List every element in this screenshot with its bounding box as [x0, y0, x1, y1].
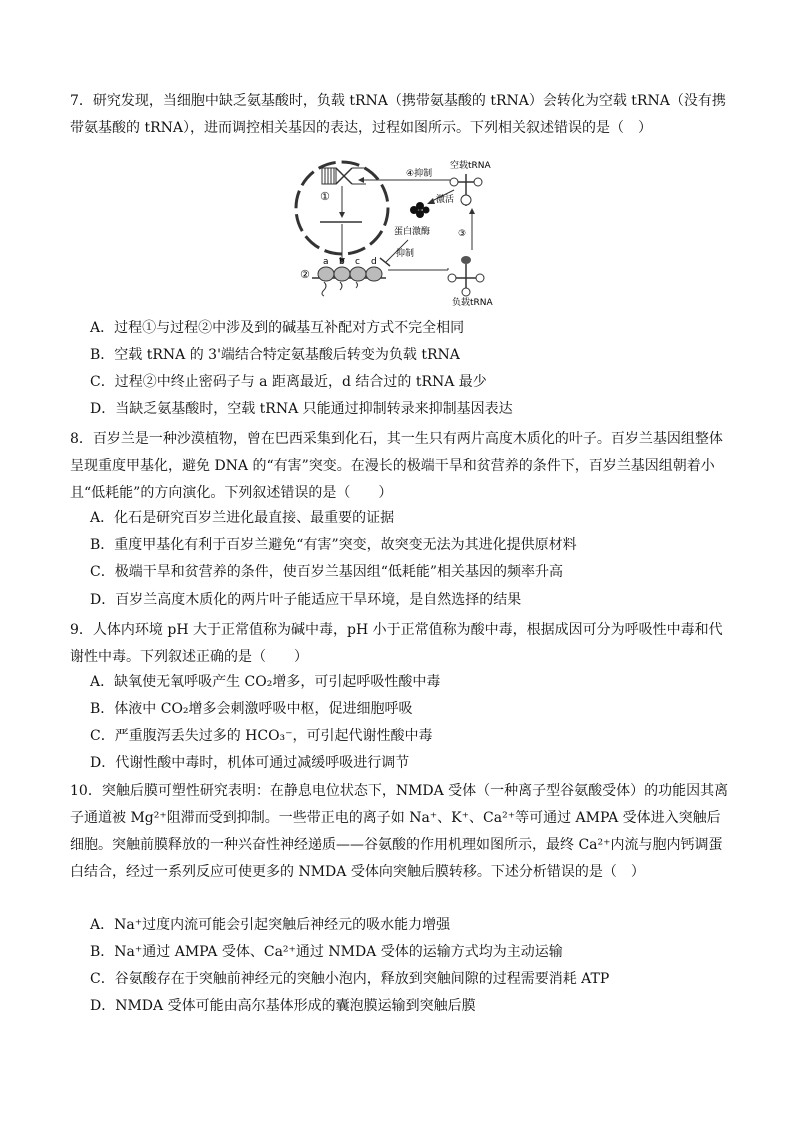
inhibit-label: 抑制	[396, 249, 415, 259]
loaded-trna-icon	[448, 256, 484, 296]
q10-option-d: D．NMDA 受体可能由高尔基体形成的囊泡膜运输到突触后膜	[90, 998, 476, 1014]
q7-option-b: B．空载 tRNA 的 3'端结合特定氨基酸后转变为负载 tRNA	[90, 347, 460, 363]
step1-label: ①	[320, 190, 330, 203]
q9-option-d: D．代谢性酸中毒时，机体可通过减缓呼吸进行调节	[90, 755, 410, 771]
q10-option-c: C．谷氨酸存在于突触前神经元的突触小泡内，释放到突触间隙的过程需要消耗 ATP	[90, 971, 610, 987]
q8-stem: 8．百岁兰是一种沙漠植物，曾在巴西采集到化石，其一生只有两片高度木质化的叶子。百岁兰基因组整体呈现重度甲基化，避免 DNA 的“有害”突变。在漫长的极端干旱和贫营养的条件下，百岁兰基因组朝着小且“低耗能”的方向演化。下列叙述错误的是（ ）	[70, 431, 723, 501]
q9-option-b: B．体液中 CO₂增多会刺激呼吸中枢，促进细胞呼吸	[90, 701, 413, 717]
inhibit4-label: ④抑制	[406, 169, 433, 179]
gene-expression-diagram	[290, 150, 510, 310]
q10-option-b: B．Na⁺通过 AMPA 受体、Ca²⁺通过 NMDA 受体的运输方式均为主动运输	[90, 944, 563, 960]
q8-option-a: A．化石是研究百岁兰进化最直接、最重要的证据	[90, 510, 395, 526]
q10-stem: 10．突触后膜可塑性研究表明：在静息电位状态下，NMDA 受体（一种离子型谷氨酸受体）的功能因其离子通道被 Mg²⁺阻滞而受到抑制。一些带正电的离子如 Na⁺、K⁺、Ca²⁺等可通过 AMPA 受体进入突触后细胞。突触前膜释放的一种兴奋性神经递质——谷氨酸的作用机理如图所示，最终 Ca²⁺内流与胞内钙调蛋白结合，经过一系列反应可使更多的 NMDA 受体向突触后膜转移。下述分析错误的是（ ）	[70, 783, 729, 880]
ribosomes	[318, 267, 382, 296]
empty-trna-label: 空载tRNA	[450, 161, 491, 171]
empty-trna-icon	[450, 174, 482, 206]
q7-stem: 7．研究发现，当细胞中缺乏氨基酸时，负载 tRNA（携带氨基酸的 tRNA）会转化为空载 tRNA（没有携带氨基酸的 tRNA），进而调控相关基因的表达，过程如图所示。下列相关叙述错误的是（ ）	[70, 93, 726, 136]
step3-label: ③	[458, 229, 467, 239]
ribosome-d-label: d	[371, 257, 377, 267]
ribosome-c-label: c	[355, 257, 360, 267]
q8-option-c: C．极端干旱和贫营养的条件，使百岁兰基因组“低耗能”相关基因的频率升高	[90, 564, 564, 580]
q8-option-b: B．重度甲基化有利于百岁兰避免“有害”突变，故突变无法为其进化提供原材料	[90, 537, 577, 553]
q8-option-d: D．百岁兰高度木质化的两片叶子能适应干旱环境，是自然选择的结果	[90, 592, 522, 608]
q9-stem: 9．人体内环境 pH 大于正常值称为碱中毒，pH 小于正常值称为酸中毒，根据成因可分为呼吸性中毒和代谢性中毒。下列叙述正确的是（ ）	[70, 622, 723, 665]
kinase-label: 蛋白激酶	[394, 227, 431, 237]
kinase-icon	[410, 202, 430, 218]
ribosome-a-label: a	[323, 257, 329, 267]
activate-label: 激活	[436, 195, 455, 205]
dna-helix	[322, 168, 366, 184]
q9-option-c: C．严重腹泻丢失过多的 HCO₃⁻，可引起代谢性酸中毒	[90, 728, 433, 744]
q10-option-a: A．Na⁺过度内流可能会引起突触后神经元的吸水能力增强	[90, 917, 451, 933]
step2-label: ②	[300, 268, 310, 281]
q7-option-a: A．过程①与过程②中涉及到的碱基互补配对方式不完全相同	[90, 320, 465, 336]
q7-option-c: C．过程②中终止密码子与 a 距离最近，d 结合过的 tRNA 最少	[90, 374, 487, 390]
q9-option-a: A．缺氧使无氧呼吸产生 CO₂增多，可引起呼吸性酸中毒	[90, 674, 441, 690]
ribosome-b-label: b	[339, 257, 345, 267]
q7-option-d: D．当缺乏氨基酸时，空载 tRNA 只能通过抑制转录来抑制基因表达	[90, 401, 513, 417]
diagram-svg	[290, 150, 510, 310]
loaded-trna-label: 负载tRNA	[452, 298, 493, 308]
